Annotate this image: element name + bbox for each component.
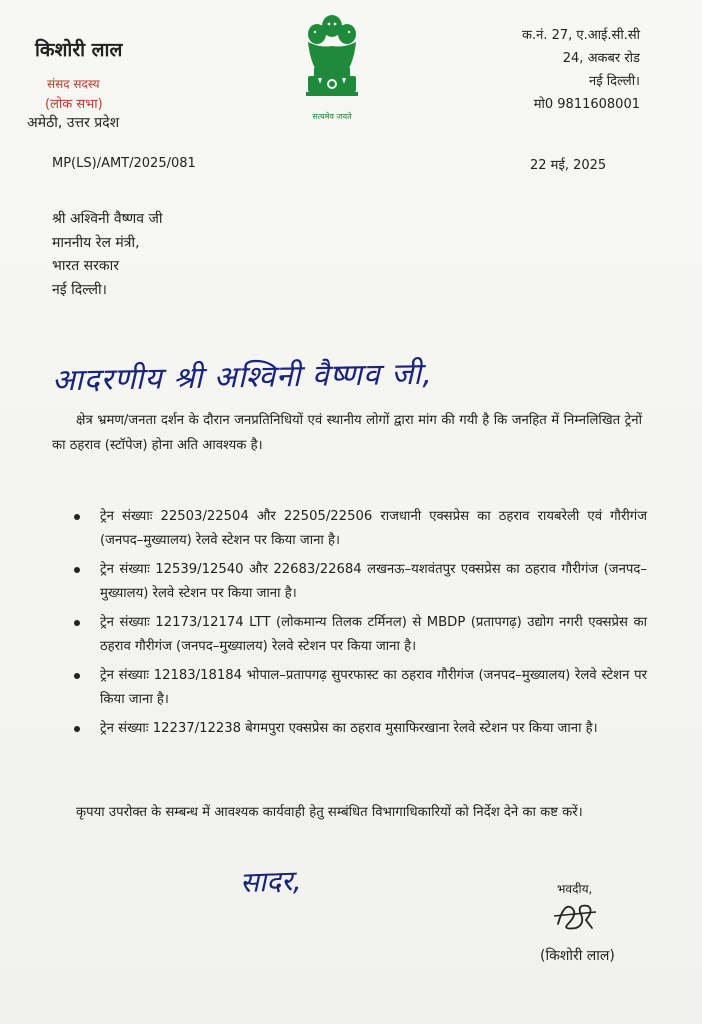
list-item: ट्रेन संख्याः 12237/12238 बेगमपुरा एक्सप्रेस का ठहराव मुसाफिरखाना रेलवे स्टेशन पर किया जाना है। [72,717,647,741]
intro-paragraph: क्षेत्र भ्रमण/जनता दर्शन के दौरान जनप्रतिनिधियों एवं स्थानीय लोगों द्वारा मांग की गयी है कि जनहित में निम्नलिखित ट्रेनों का ठहराव (स्टॉपेज) होना अति आवश्यक है। [52,413,642,453]
sender-address [522,24,640,116]
sender-name: किशोरी लाल [35,39,123,61]
address-line-1: क.नं. 27, ए.आई.सी.सी [522,28,640,43]
bullet-icon [74,514,80,520]
list-item: ट्रेन संख्याः 22503/22504 और 22505/22506 राजधानी एक्सप्रेस का ठहराव रायबरेली एवं गौरीगंज (जनपद–मुख्यालय) रेलवे स्टेशन पर किया जाना है। [72,505,647,552]
address-line-3: नई दिल्ली। [589,74,640,89]
yours-faithfully: भवदीय, [557,882,593,896]
closing-paragraph: कृपया उपरोक्त के सम्बन्ध में आवश्यक कार्यवाही हेतु सम्बंधित विभागाधिकारियों को निर्देश देने का कष्ट करें। [76,805,583,820]
handwritten-regards: सादर, [239,863,302,900]
list-item: ट्रेन संख्याः 12183/18184 भोपाल–प्रतापगढ़ सुपरफास्ट का ठहराव गौरीगंज (जनपद–मुख्यालय) रेलवे स्टेशन पर किया जाना है। [72,664,647,711]
bullet-icon [74,726,80,732]
sender-designation: संसद सदस्य [47,77,100,91]
recipient-city: नई दिल्ली। [52,281,107,298]
handwritten-salutation: आदरणीय श्री अश्विनी वैष्णव जी, [51,356,434,399]
bullet-icon [74,673,80,679]
letter-date: 22 मई, 2025 [530,158,607,173]
recipient-government: भारत सरकार [52,258,119,274]
list-item: ट्रेन संख्याः 12173/12174 LTT (लोकमान्य तिलक टर्मिनल) से MBDP (प्रतापगढ़) उद्योग नगरी एक्सप्रेस का ठहराव गौरीगंज (जनपद–मुख्यालय) रेलवे स्टेशन पर किया जाना है। [72,611,647,658]
address-line-2: 24, अकबर रोड [562,51,640,66]
recipient-designation: माननीय रेल मंत्री, [52,234,140,251]
recipient-block [52,208,163,302]
sender-house: (लोक सभा) [45,97,103,112]
reference-number: MP(LS)/AMT/2025/081 [52,156,196,171]
signer-name: (किशोरी लाल) [540,948,615,964]
address-phone: मो0 9811608001 [533,97,640,112]
emblem-motto: सत्यमेव जयते [312,112,352,121]
list-item: ट्रेन संख्याः 12539/12540 और 22683/22684 लखनऊ–यशवंतपुर एक्सप्रेस का ठहराव गौरीगंज (जनपद–मुख्यालय) रेलवे स्टेशन पर किया जाना है। [72,558,647,605]
bullet-icon [74,620,80,626]
national-emblem-icon [298,12,366,124]
signature [550,894,600,938]
train-list [72,505,647,747]
bullet-icon [74,567,80,573]
recipient-name: श्री अश्विनी वैष्णव जी [52,211,163,227]
sender-constituency: अमेठी, उत्तर प्रदेश [27,115,120,131]
